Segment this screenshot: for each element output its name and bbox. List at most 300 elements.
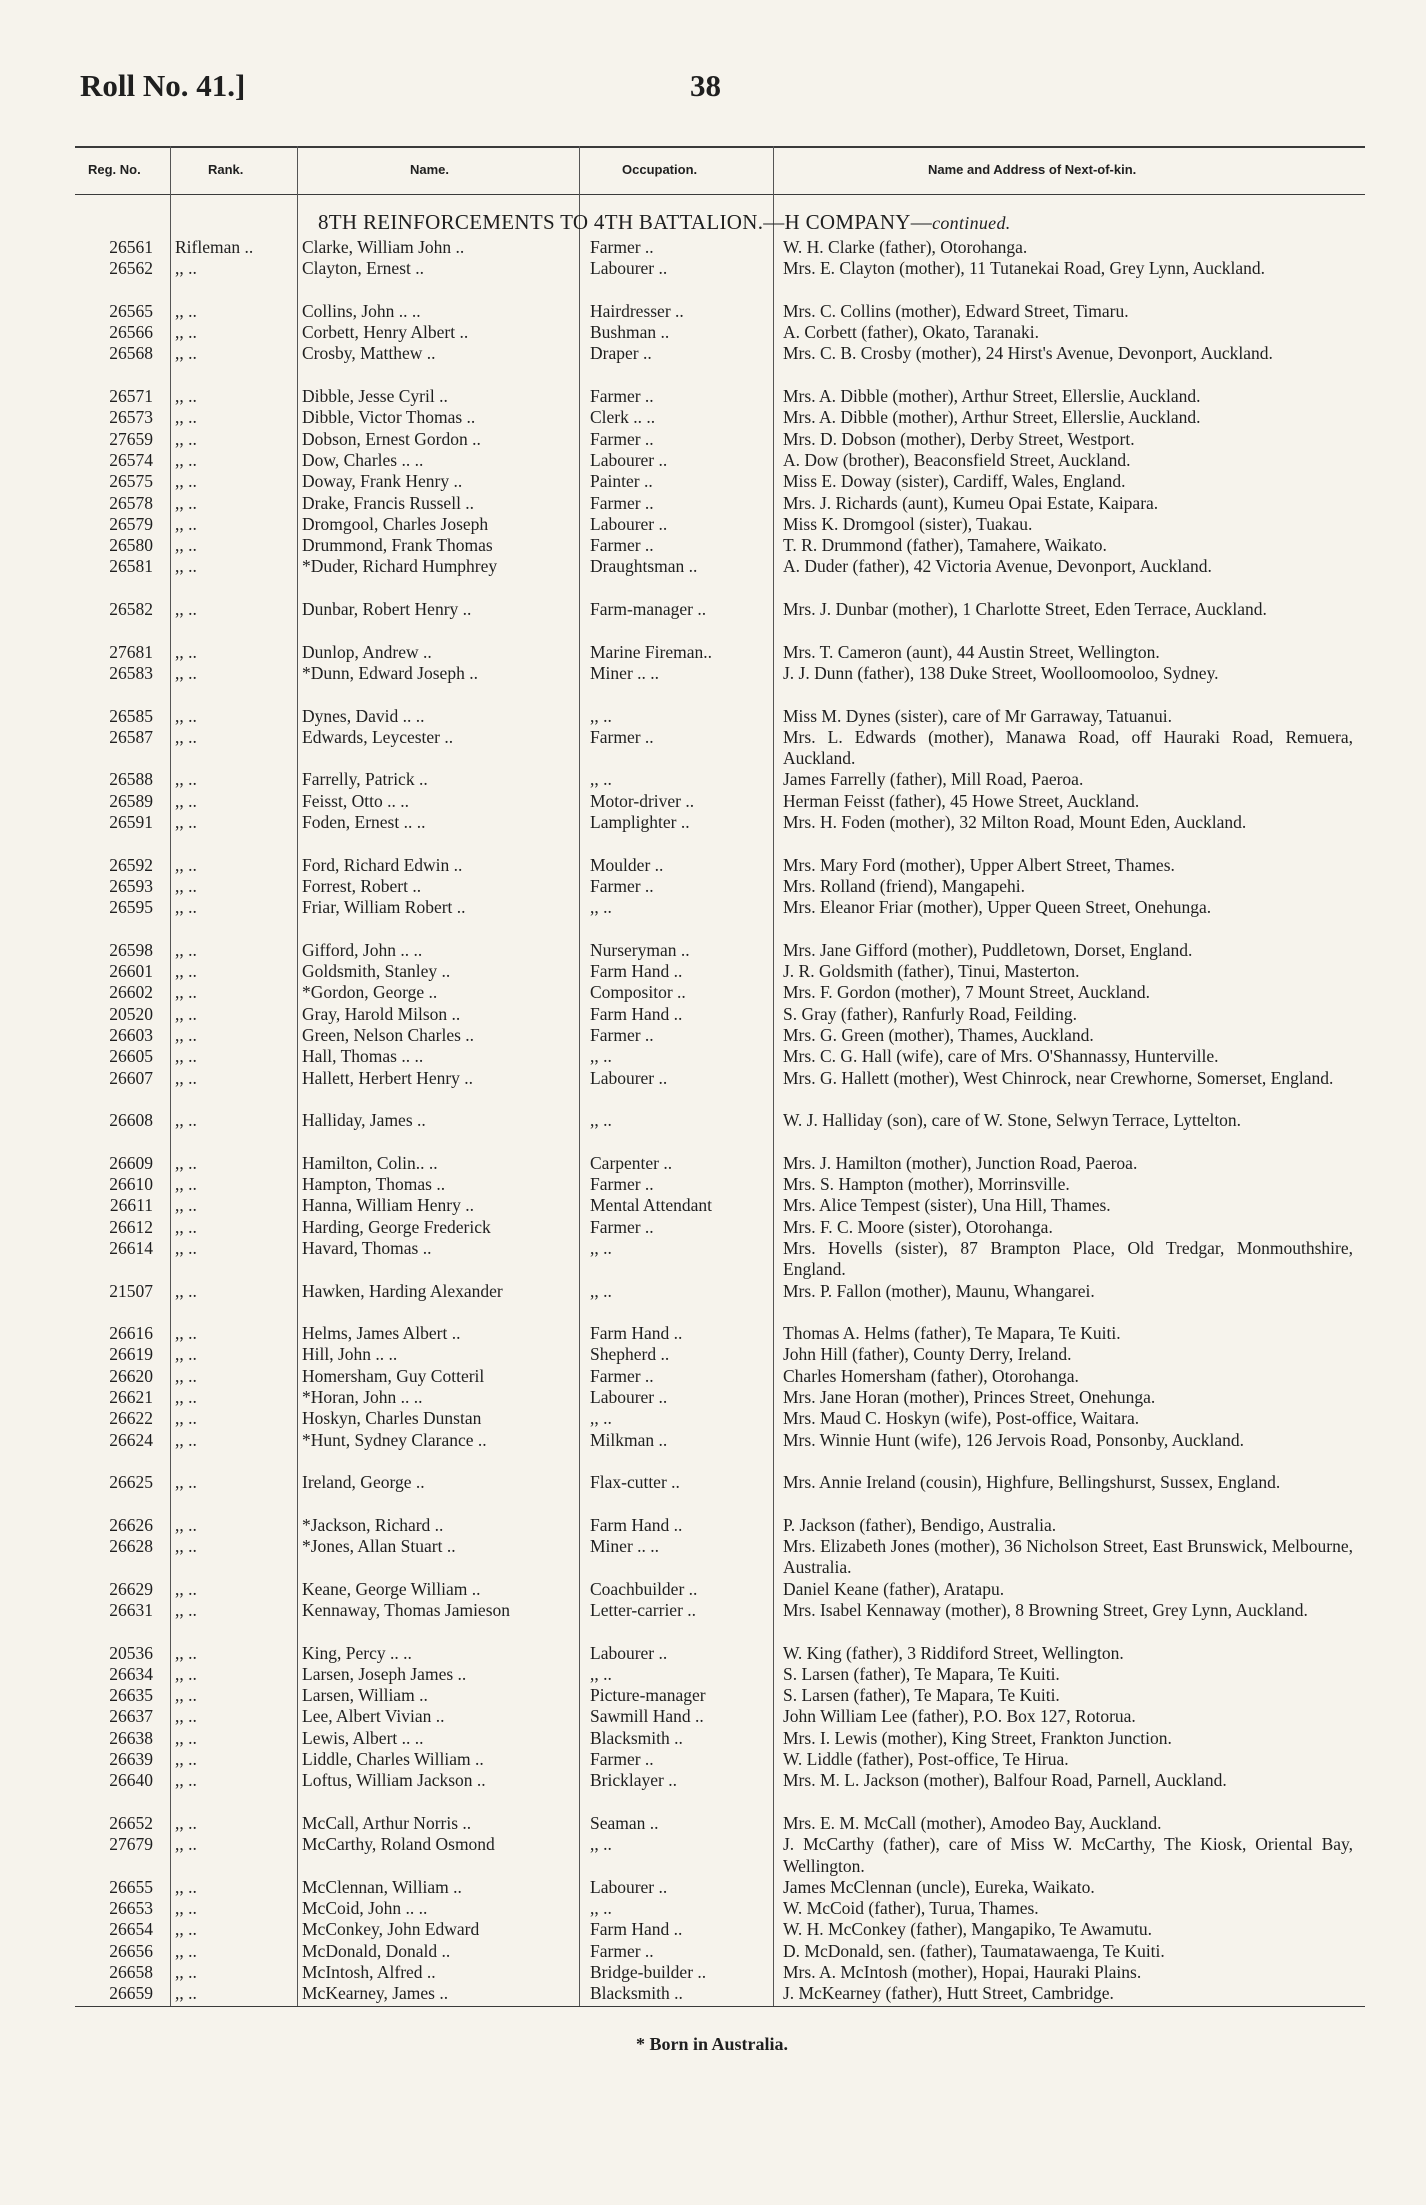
reg-number: 26608: [109, 1110, 153, 1131]
next-of-kin: Mrs. D. Dobson (mother), Derby Street, Westport.: [783, 428, 1135, 449]
table-row: [0, 407, 1426, 428]
next-of-kin: J. R. Goldsmith (father), Tinui, Masterton.: [783, 961, 1080, 982]
occupation: Sawmill Hand ..: [590, 1706, 704, 1727]
reg-number: 26588: [109, 769, 153, 790]
occupation: Labourer ..: [590, 449, 668, 470]
column-header-next-of-kin: Name and Address of Next-of-kin.: [928, 162, 1137, 177]
soldier-name: Farrelly, Patrick ..: [302, 769, 428, 790]
soldier-name: McCall, Arthur Norris ..: [302, 1812, 472, 1833]
soldier-name: Friar, William Robert ..: [302, 897, 466, 918]
reg-number: 26652: [109, 1812, 153, 1833]
reg-number: 26635: [109, 1685, 153, 1706]
soldier-name: *Gordon, George ..: [302, 982, 438, 1003]
rank: ,, ..: [175, 1472, 197, 1493]
soldier-name: McConkey, John Edward: [302, 1919, 480, 1940]
page-header: [80, 68, 1370, 118]
soldier-name: Dow, Charles .. ..: [302, 449, 424, 470]
next-of-kin: S. Larsen (father), Te Mapara, Te Kuiti.: [783, 1685, 1060, 1706]
next-of-kin: Miss M. Dynes (sister), care of Mr Garraway, Tatuanui.: [783, 705, 1173, 726]
rank: ,, ..: [175, 769, 197, 790]
soldier-name: Hill, John .. ..: [302, 1344, 398, 1365]
next-of-kin: S. Larsen (father), Te Mapara, Te Kuiti.: [783, 1663, 1060, 1684]
soldier-name: Forrest, Robert ..: [302, 875, 422, 896]
occupation: Farmer ..: [590, 1749, 654, 1770]
rank: ,, ..: [175, 1919, 197, 1940]
rank: ,, ..: [175, 1962, 197, 1983]
next-of-kin: Mrs. E. Clayton (mother), 11 Tutanekai Road, Grey Lynn, Auckland.: [783, 258, 1266, 279]
occupation: Farmer ..: [590, 1024, 654, 1045]
reg-number: 26621: [109, 1387, 153, 1408]
rank: ,, ..: [175, 1727, 197, 1748]
soldier-name: *Duder, Richard Humphrey: [302, 556, 498, 577]
occupation: Farmer ..: [590, 1940, 654, 1961]
rank: ,, ..: [175, 1323, 197, 1344]
soldier-name: Goldsmith, Stanley ..: [302, 961, 451, 982]
occupation: Farmer ..: [590, 1216, 654, 1237]
next-of-kin: J. McKearney (father), Hutt Street, Cambridge.: [783, 1983, 1114, 2004]
soldier-name: Clarke, William John ..: [302, 237, 465, 257]
column-header-rank: Rank.: [208, 162, 244, 177]
reg-number: 26614: [109, 1237, 153, 1258]
next-of-kin: W. H. McConkey (father), Mangapiko, Te Awamutu.: [783, 1919, 1152, 1940]
soldier-name: Clayton, Ernest ..: [302, 258, 424, 279]
soldier-name: *Jones, Allan Stuart ..: [302, 1536, 456, 1557]
next-of-kin: Mrs. A. Dibble (mother), Arthur Street, Ellerslie, Auckland.: [783, 386, 1201, 407]
occupation: Farmer ..: [590, 386, 654, 407]
table-row: [0, 1834, 1426, 1877]
table-row: [0, 450, 1426, 471]
rank: ,, ..: [175, 428, 197, 449]
table-row: [0, 727, 1426, 770]
next-of-kin: P. Jackson (father), Bendigo, Australia.: [783, 1514, 1057, 1535]
soldier-name: Hawken, Harding Alexander: [302, 1280, 503, 1301]
soldier-name: Corbett, Henry Albert ..: [302, 322, 469, 343]
table-row: [0, 386, 1426, 407]
rank: ,, ..: [175, 535, 197, 556]
rank: ,, ..: [175, 961, 197, 982]
soldier-name: Dunlop, Andrew ..: [302, 641, 432, 662]
soldier-name: Hallett, Herbert Henry ..: [302, 1067, 474, 1088]
soldier-name: Helms, James Albert ..: [302, 1323, 461, 1344]
occupation: Farm Hand ..: [590, 1323, 683, 1344]
reg-number: 26629: [109, 1578, 153, 1599]
reg-number: 26631: [109, 1600, 153, 1620]
occupation: Draughtsman ..: [590, 556, 698, 577]
occupation: Seaman ..: [590, 1812, 659, 1833]
rank: ,, ..: [175, 513, 197, 534]
occupation: Painter ..: [590, 471, 653, 492]
rank: ,, ..: [175, 662, 197, 683]
table-row: [0, 1536, 1426, 1579]
next-of-kin: S. Gray (father), Ranfurly Road, Feilding.: [783, 1003, 1078, 1024]
reg-number: 26612: [109, 1216, 153, 1237]
next-of-kin: A. Duder (father), 42 Victoria Avenue, Devonport, Auckland.: [783, 556, 1212, 577]
soldier-name: *Dunn, Edward Joseph ..: [302, 662, 478, 683]
occupation: Moulder ..: [590, 854, 664, 875]
next-of-kin: Mrs. Hovells (sister), 87 Brampton Place, Old Tredgar, Monmouthshire, England.: [783, 1237, 1353, 1280]
reg-number: 26585: [109, 705, 153, 726]
rank: ,, ..: [175, 1408, 197, 1429]
table-row: [0, 1728, 1426, 1749]
footnote: * Born in Australia.: [636, 2034, 789, 2054]
occupation: Compositor ..: [590, 982, 686, 1003]
table-row: [0, 514, 1426, 535]
next-of-kin: A. Corbett (father), Okato, Taranaki.: [783, 322, 1039, 343]
table-row: [0, 1749, 1426, 1770]
occupation: ,, ..: [590, 1046, 612, 1067]
soldier-name: Hoskyn, Charles Dunstan: [302, 1408, 482, 1429]
reg-number: 27679: [109, 1834, 153, 1855]
reg-number: 26639: [109, 1749, 153, 1770]
reg-number: 26628: [109, 1536, 153, 1557]
next-of-kin: W. H. Clarke (father), Otorohanga.: [783, 237, 1028, 257]
reg-number: 26598: [109, 939, 153, 960]
table-row: [0, 237, 1426, 258]
occupation: Bricklayer ..: [590, 1770, 677, 1791]
occupation: Farm Hand ..: [590, 961, 683, 982]
section-title: [318, 210, 1011, 235]
table-row: [0, 1600, 1426, 1643]
table-row: [0, 769, 1426, 790]
next-of-kin: D. McDonald, sen. (father), Taumatawaenga, Te Kuiti.: [783, 1940, 1165, 1961]
soldier-name: Dromgool, Charles Joseph: [302, 513, 489, 534]
rank: ,, ..: [175, 812, 197, 833]
reg-number: 26603: [109, 1024, 153, 1045]
reg-number: 26575: [109, 471, 153, 492]
rank: ,, ..: [175, 705, 197, 726]
occupation: Coachbuilder ..: [590, 1578, 698, 1599]
rank: ,, ..: [175, 1600, 197, 1620]
reg-number: 27681: [109, 641, 153, 662]
reg-number: 26616: [109, 1323, 153, 1344]
occupation: Labourer ..: [590, 1067, 668, 1088]
rank: ,, ..: [175, 1174, 197, 1195]
reg-number: 26582: [109, 599, 153, 620]
rank: ,, ..: [175, 1237, 197, 1258]
occupation: Carpenter ..: [590, 1152, 673, 1173]
soldier-name: Hampton, Thomas ..: [302, 1174, 446, 1195]
occupation: Picture-manager: [590, 1685, 706, 1706]
rank: ,, ..: [175, 599, 197, 620]
rank: ,, ..: [175, 1514, 197, 1535]
soldier-name: Hanna, William Henry ..: [302, 1195, 474, 1216]
table-row: [0, 982, 1426, 1003]
table-row: [0, 1217, 1426, 1238]
reg-number: 26625: [109, 1472, 153, 1493]
next-of-kin: Thomas A. Helms (father), Te Mapara, Te Kuiti.: [783, 1323, 1121, 1344]
rank: ,, ..: [175, 1706, 197, 1727]
next-of-kin: Herman Feisst (father), 45 Howe Street, Auckland.: [783, 790, 1140, 811]
reg-number: 26578: [109, 492, 153, 513]
soldier-name: Homersham, Guy Cotteril: [302, 1365, 485, 1386]
table-row: [0, 1387, 1426, 1408]
reg-number: 26620: [109, 1365, 153, 1386]
table-row: [0, 1366, 1426, 1387]
table-row: [0, 493, 1426, 514]
rank: ,, ..: [175, 322, 197, 343]
soldier-name: Dibble, Jesse Cyril ..: [302, 386, 448, 407]
reg-number: 20520: [109, 1003, 153, 1024]
rank: ,, ..: [175, 492, 197, 513]
next-of-kin: James McClennan (uncle), Eureka, Waikato.: [783, 1876, 1095, 1897]
column-header-occupation: Occupation.: [622, 162, 698, 177]
reg-number: 26595: [109, 897, 153, 918]
occupation: Labourer ..: [590, 513, 668, 534]
reg-number: 26573: [109, 407, 153, 428]
occupation: Labourer ..: [590, 258, 668, 279]
rank: ,, ..: [175, 1642, 197, 1663]
occupation: Blacksmith ..: [590, 1727, 683, 1748]
reg-number: 26609: [109, 1152, 153, 1173]
rank: ,, ..: [175, 1749, 197, 1770]
occupation: Farm Hand ..: [590, 1514, 683, 1535]
soldier-name: Feisst, Otto .. ..: [302, 790, 409, 811]
soldier-name: Harding, George Frederick: [302, 1216, 491, 1237]
rank: ,, ..: [175, 1344, 197, 1365]
rank: ,, ..: [175, 1685, 197, 1706]
reg-number: 20536: [109, 1642, 153, 1663]
occupation: Farmer ..: [590, 1174, 654, 1195]
occupation: Marine Fireman..: [590, 641, 712, 662]
occupation: Labourer ..: [590, 1642, 668, 1663]
soldier-name: McIntosh, Alfred ..: [302, 1962, 436, 1983]
occupation: Mental Attendant: [590, 1195, 712, 1216]
occupation: ,, ..: [590, 1110, 612, 1131]
rank: ,, ..: [175, 982, 197, 1003]
occupation: Motor-driver ..: [590, 790, 695, 811]
table-row: [0, 1323, 1426, 1344]
table-row: [0, 1877, 1426, 1898]
table-row: [0, 599, 1426, 642]
table-row: [0, 663, 1426, 706]
next-of-kin: Mrs. J. Dunbar (mother), 1 Charlotte Street, Eden Terrace, Auckland.: [783, 599, 1267, 620]
rank: ,, ..: [175, 300, 197, 321]
table-row: [0, 1046, 1426, 1067]
next-of-kin: Mrs. A. Dibble (mother), Arthur Street, Ellerslie, Auckland.: [783, 407, 1201, 428]
soldier-name: Halliday, James ..: [302, 1110, 426, 1131]
reg-number: 26640: [109, 1770, 153, 1791]
next-of-kin: Mrs. J. Hamilton (mother), Junction Road, Paeroa.: [783, 1152, 1138, 1173]
next-of-kin: Mrs. C. Collins (mother), Edward Street, Timaru.: [783, 300, 1129, 321]
occupation: Farm-manager ..: [590, 599, 707, 620]
occupation: ,, ..: [590, 1237, 612, 1258]
next-of-kin: A. Dow (brother), Beaconsfield Street, Auckland.: [783, 449, 1131, 470]
soldier-name: Kennaway, Thomas Jamieson: [302, 1600, 511, 1620]
occupation: ,, ..: [590, 705, 612, 726]
table-row: [0, 429, 1426, 450]
table-row: [0, 1068, 1426, 1111]
next-of-kin: Mrs. Winnie Hunt (wife), 126 Jervois Road, Ponsonby, Auckland.: [783, 1429, 1245, 1450]
rank: ,, ..: [175, 1663, 197, 1684]
table-row: [0, 1110, 1426, 1153]
occupation: Labourer ..: [590, 1876, 668, 1897]
occupation: Farmer ..: [590, 535, 654, 556]
soldier-name: Dobson, Ernest Gordon ..: [302, 428, 481, 449]
reg-number: 26579: [109, 513, 153, 534]
occupation: Lamplighter ..: [590, 812, 690, 833]
nominal-roll-table: [0, 237, 1426, 2005]
rank: ,, ..: [175, 875, 197, 896]
soldier-name: McCoid, John .. ..: [302, 1898, 428, 1919]
next-of-kin: W. Liddle (father), Post-office, Te Hirua.: [783, 1749, 1069, 1770]
occupation: ,, ..: [590, 1280, 612, 1301]
soldier-name: Keane, George William ..: [302, 1578, 481, 1599]
occupation: ,, ..: [590, 769, 612, 790]
table-row: [0, 1281, 1426, 1324]
occupation: ,, ..: [590, 1834, 612, 1855]
soldier-name: *Hunt, Sydney Clarance ..: [302, 1429, 487, 1450]
occupation: ,, ..: [590, 1408, 612, 1429]
next-of-kin: Mrs. Elizabeth Jones (mother), 36 Nicholson Street, East Brunswick, Melbourne, Australia.: [783, 1536, 1353, 1578]
soldier-name: Larsen, William ..: [302, 1685, 428, 1706]
rank: ,, ..: [175, 1770, 197, 1791]
rank: ,, ..: [175, 1216, 197, 1237]
reg-number: 26562: [109, 258, 153, 279]
occupation: Draper ..: [590, 343, 652, 364]
soldier-name: Crosby, Matthew ..: [302, 343, 436, 364]
soldier-name: Ireland, George ..: [302, 1472, 425, 1493]
rank: ,, ..: [175, 1280, 197, 1301]
table-row: [0, 1004, 1426, 1025]
reg-number: 26583: [109, 662, 153, 683]
table-row: [0, 1195, 1426, 1216]
occupation: Nurseryman ..: [590, 939, 690, 960]
soldier-name: Green, Nelson Charles ..: [302, 1024, 475, 1045]
soldier-name: King, Percy .. ..: [302, 1642, 412, 1663]
page-number: 38: [690, 68, 721, 103]
rank: ,, ..: [175, 1195, 197, 1216]
rank: ,, ..: [175, 1898, 197, 1919]
rank: ,, ..: [175, 1067, 197, 1088]
rank: ,, ..: [175, 1812, 197, 1833]
occupation: Letter-carrier ..: [590, 1600, 697, 1620]
section-continued: continued.: [932, 213, 1011, 233]
table-row: [0, 1898, 1426, 1919]
table-row: [0, 1941, 1426, 1962]
next-of-kin: Mrs. H. Foden (mother), 32 Milton Road, Mount Eden, Auckland.: [783, 812, 1247, 833]
soldier-name: Doway, Frank Henry ..: [302, 471, 463, 492]
rank: ,, ..: [175, 1387, 197, 1408]
occupation: Farmer ..: [590, 726, 654, 747]
reg-number: 26561: [109, 237, 153, 257]
table-row: [0, 1962, 1426, 1983]
reg-number: 26626: [109, 1514, 153, 1535]
occupation: Farmer ..: [590, 237, 654, 257]
reg-number: 26602: [109, 982, 153, 1003]
soldier-name: Drummond, Frank Thomas: [302, 535, 493, 556]
reg-number: 26611: [109, 1195, 153, 1216]
next-of-kin: Mrs. Maud C. Hoskyn (wife), Post-office, Waitara.: [783, 1408, 1140, 1429]
table-row: [0, 855, 1426, 876]
next-of-kin: Miss K. Dromgool (sister), Tuakau.: [783, 513, 1033, 534]
next-of-kin: Mrs. Jane Horan (mother), Princes Street, Onehunga.: [783, 1387, 1156, 1408]
next-of-kin: Mrs. Alice Tempest (sister), Una Hill, Thames.: [783, 1195, 1111, 1216]
reg-number: 26601: [109, 961, 153, 982]
reg-number: 26634: [109, 1663, 153, 1684]
soldier-name: Drake, Francis Russell ..: [302, 492, 475, 513]
column-header-name: Name.: [410, 162, 450, 177]
table-row: [0, 642, 1426, 663]
next-of-kin: Mrs. P. Fallon (mother), Maunu, Whangarei.: [783, 1280, 1095, 1301]
next-of-kin: W. McCoid (father), Turua, Thames.: [783, 1898, 1039, 1919]
soldier-name: Ford, Richard Edwin ..: [302, 854, 463, 875]
occupation: Miner .. ..: [590, 1536, 660, 1557]
table-row: [0, 706, 1426, 727]
table-row: [0, 1153, 1426, 1174]
reg-number: 26574: [109, 449, 153, 470]
next-of-kin: John William Lee (father), P.O. Box 127, Rotorua.: [783, 1706, 1136, 1727]
next-of-kin: Mrs. F. C. Moore (sister), Otorohanga.: [783, 1216, 1053, 1237]
next-of-kin: Mrs. S. Hampton (mother), Morrinsville.: [783, 1174, 1070, 1195]
table-row: [0, 1770, 1426, 1813]
rank: ,, ..: [175, 1046, 197, 1067]
next-of-kin: T. R. Drummond (father), Tamahere, Waikato.: [783, 535, 1107, 556]
reg-number: 26610: [109, 1174, 153, 1195]
rank: Rifleman ..: [175, 237, 254, 257]
occupation: ,, ..: [590, 1663, 612, 1684]
reg-number: 26591: [109, 812, 153, 833]
soldier-name: Lewis, Albert .. ..: [302, 1727, 424, 1748]
occupation: Farm Hand ..: [590, 1003, 683, 1024]
table-row: [0, 1685, 1426, 1706]
reg-number: 26587: [109, 726, 153, 747]
occupation: Farmer ..: [590, 875, 654, 896]
table-row: [0, 1408, 1426, 1429]
table-row: [0, 961, 1426, 982]
reg-number: 26637: [109, 1706, 153, 1727]
soldier-name: Loftus, William Jackson ..: [302, 1770, 486, 1791]
next-of-kin: W. J. Halliday (son), care of W. Stone, Selwyn Terrace, Lyttelton.: [783, 1110, 1242, 1131]
occupation: Milkman ..: [590, 1429, 668, 1450]
reg-number: 26624: [109, 1429, 153, 1450]
soldier-name: Dunbar, Robert Henry ..: [302, 599, 472, 620]
rank: ,, ..: [175, 1003, 197, 1024]
rank: ,, ..: [175, 1536, 197, 1557]
reg-number: 26619: [109, 1344, 153, 1365]
rank: ,, ..: [175, 726, 197, 747]
soldier-name: McKearney, James ..: [302, 1983, 449, 2004]
reg-number: 26654: [109, 1919, 153, 1940]
occupation: Hairdresser ..: [590, 300, 684, 321]
table-bottom-rule: [75, 2006, 1365, 2007]
column-header-reg-no: Reg. No.: [88, 162, 141, 177]
rank: ,, ..: [175, 1024, 197, 1045]
rank: ,, ..: [175, 1429, 197, 1450]
section-title-text: 8TH REINFORCEMENTS TO 4TH BATTALION.—H COMPANY—: [318, 210, 933, 234]
table-row: [0, 322, 1426, 343]
table-row: [0, 556, 1426, 599]
reg-number: 26622: [109, 1408, 153, 1429]
table-row: [0, 1706, 1426, 1727]
rank: ,, ..: [175, 641, 197, 662]
rank: ,, ..: [175, 343, 197, 364]
rank: ,, ..: [175, 897, 197, 918]
reg-number: 26565: [109, 300, 153, 321]
header-top-rule: [75, 146, 1365, 148]
table-row: [0, 535, 1426, 556]
table-row: [0, 1919, 1426, 1940]
next-of-kin: Daniel Keane (father), Aratapu.: [783, 1578, 1005, 1599]
next-of-kin: Charles Homersham (father), Otorohanga.: [783, 1365, 1079, 1386]
roll-number: Roll No. 41.]: [80, 68, 246, 103]
next-of-kin: Mrs. Eleanor Friar (mother), Upper Queen Street, Onehunga.: [783, 897, 1212, 918]
header-bottom-rule: [75, 194, 1365, 195]
reg-number: 26568: [109, 343, 153, 364]
occupation: Bushman ..: [590, 322, 670, 343]
table-row: [0, 1643, 1426, 1664]
occupation: Blacksmith ..: [590, 1983, 683, 2004]
table-row: [0, 897, 1426, 940]
